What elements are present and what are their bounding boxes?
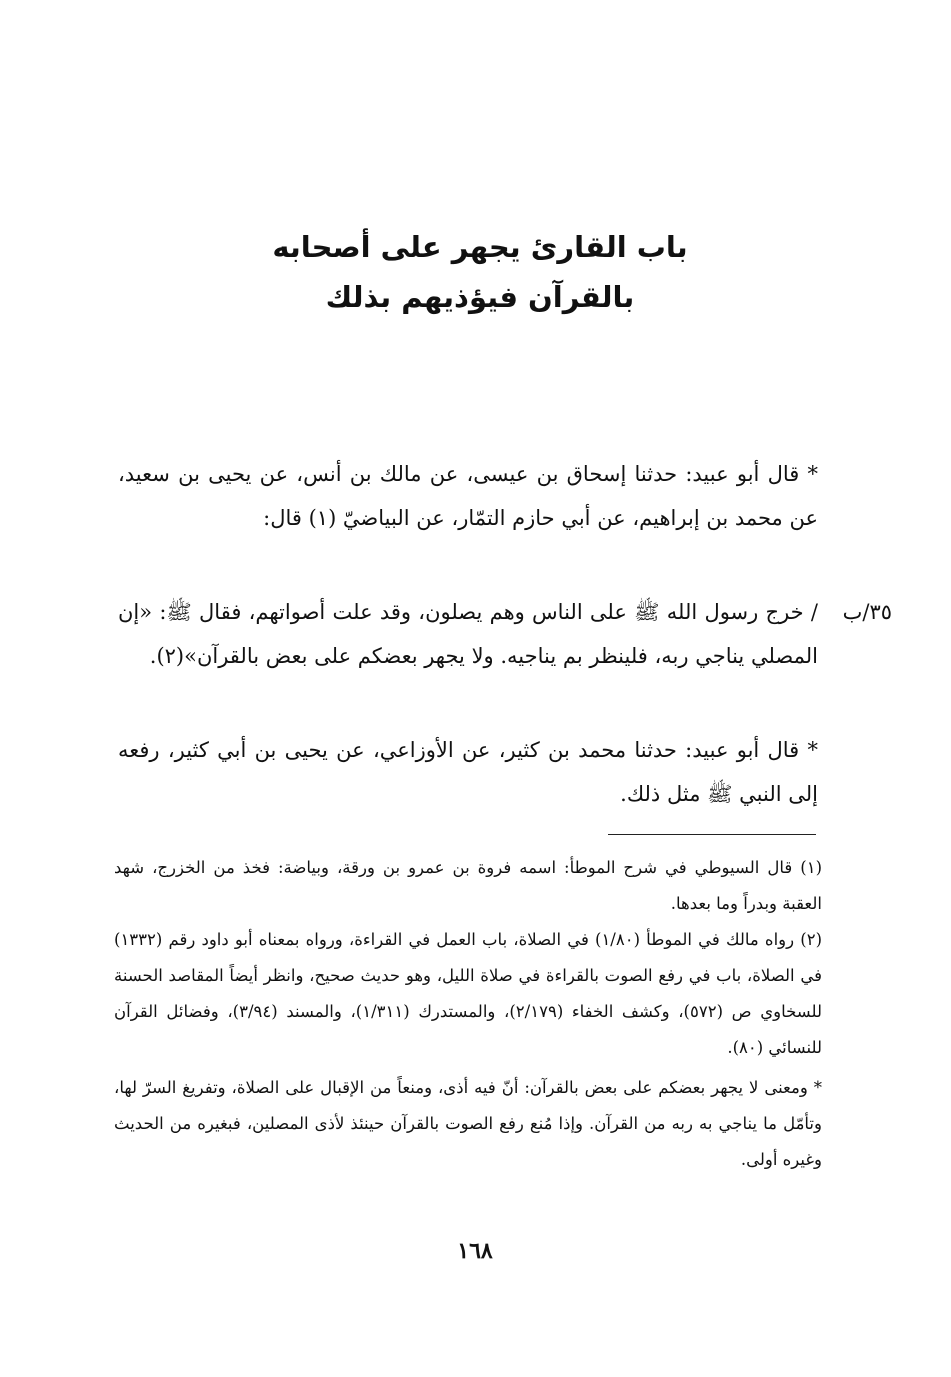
footnote-commentary: * ومعنى لا يجهر بعضكم على بعض بالقرآن: أنّ فيه أذى، ومنعاً من الإقبال على الصلاة، وتفريغ السرّ لها، وتأمّل ما يناجي به ربه من القرآن. وإذا مُنع رفع الصوت بالقرآن حينئذ لأذى المصلين، فبغيره من الحديث وغيره أولى. xyxy=(114,1078,822,1169)
paragraph-1: * قال أبو عبيد: حدثنا إسحاق بن عيسى، عن مالك بن أنس، عن يحيى بن سعيد، عن محمد بن إبراهيم، عن أبي حازم التمّار، عن البياضيّ (١) قال: xyxy=(118,462,818,530)
footnote-2-number: (٢) xyxy=(800,930,822,949)
paragraph-2: / خرج رسول الله ﷺ على الناس وهم يصلون، وقد علت أصواتهم، فقال ﷺ: «إن المصلي يناجي ربه، فلينظر بم يناجيه. ولا يجهر بعضكم على بعض بالقرآن»(٢). xyxy=(118,600,818,668)
margin-folio-note: ٣٥/ب xyxy=(842,600,892,624)
chapter-title xyxy=(200,222,760,322)
footnote-1-number: (١) xyxy=(800,858,823,877)
footnote-2 xyxy=(114,922,822,1066)
footnote-1 xyxy=(114,850,822,922)
footnote-divider xyxy=(608,834,816,835)
footnote-1-text: قال السيوطي في شرح الموطأ: اسمه فروة بن عمرو بن ورقة، وبياضة: فخذ من الخزرج، شهد العقبة وبدراً وما بعدها. xyxy=(114,858,822,913)
paragraph-3: * قال أبو عبيد: حدثنا محمد بن كثير، عن الأوزاعي، عن يحيى بن أبي كثير، رفعه إلى النبي ﷺ مثل ذلك. xyxy=(118,738,818,806)
chapter-title-line-1: باب القارئ يجهر على أصحابه xyxy=(272,230,688,264)
footnotes-section xyxy=(114,850,822,1178)
chapter-title-line-2: بالقرآن فيؤذيهم بذلك xyxy=(325,280,635,314)
page-number: ١٦٨ xyxy=(457,1238,493,1264)
footnote-2-text: رواه مالك في الموطأ (١/٨٠) في الصلاة، باب العمل في القراءة، ورواه بمعناه أبو داود رقم (١٣٣٢) في الصلاة، باب في رفع الصوت بالقراءة في صلاة الليل، وهو حديث صحيح، وانظر أيضاً المقاصد الحسنة للسخاوي ص (٥٧٢)، وكشف الخفاء (٢/١٧٩)، والمستدرك (١/٣١١)، والمسند (٣/٩٤)، وفضائل القرآن للنسائي (٨٠). xyxy=(114,930,823,1057)
